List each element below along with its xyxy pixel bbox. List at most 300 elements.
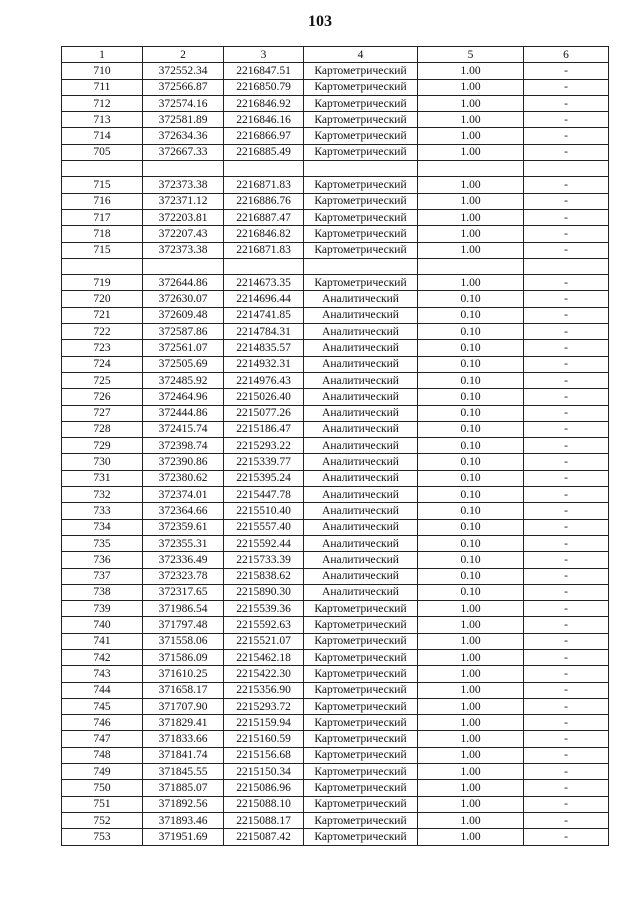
note-cell: - bbox=[524, 389, 609, 405]
y-coordinate-cell: 2214932.31 bbox=[224, 356, 304, 372]
table-row bbox=[62, 747, 609, 763]
point-number-cell: 713 bbox=[62, 112, 143, 128]
note-cell: - bbox=[524, 79, 609, 95]
y-coordinate-cell: 2215462.18 bbox=[224, 649, 304, 665]
table-row bbox=[62, 780, 609, 796]
x-coordinate-cell: 371558.06 bbox=[143, 633, 224, 649]
table-row bbox=[62, 324, 609, 340]
method-cell: Аналитический bbox=[304, 584, 418, 600]
point-number-cell: 750 bbox=[62, 780, 143, 796]
table-row bbox=[62, 242, 609, 258]
point-number-cell: 733 bbox=[62, 503, 143, 519]
point-number-cell: 716 bbox=[62, 193, 143, 209]
note-cell bbox=[524, 161, 609, 177]
method-cell: Аналитический bbox=[304, 438, 418, 454]
point-number-cell: 739 bbox=[62, 601, 143, 617]
table-row bbox=[62, 698, 609, 714]
accuracy-cell: 0.10 bbox=[418, 372, 524, 388]
note-cell: - bbox=[524, 633, 609, 649]
y-coordinate-cell: 2216887.47 bbox=[224, 209, 304, 225]
y-coordinate-cell: 2215521.07 bbox=[224, 633, 304, 649]
point-number-cell: 705 bbox=[62, 144, 143, 160]
note-cell: - bbox=[524, 503, 609, 519]
point-number-cell: 710 bbox=[62, 63, 143, 79]
y-coordinate-cell: 2215339.77 bbox=[224, 454, 304, 470]
method-cell: Аналитический bbox=[304, 519, 418, 535]
y-coordinate-cell: 2215077.26 bbox=[224, 405, 304, 421]
accuracy-cell: 1.00 bbox=[418, 812, 524, 828]
method-cell: Картометрический bbox=[304, 731, 418, 747]
method-cell bbox=[304, 161, 418, 177]
point-number-cell: 715 bbox=[62, 177, 143, 193]
accuracy-cell: 0.10 bbox=[418, 405, 524, 421]
table-row bbox=[62, 470, 609, 486]
table-row bbox=[62, 519, 609, 535]
table-row bbox=[62, 275, 609, 291]
y-coordinate-cell: 2215026.40 bbox=[224, 389, 304, 405]
x-coordinate-cell: 371586.09 bbox=[143, 649, 224, 665]
accuracy-cell: 1.00 bbox=[418, 209, 524, 225]
coordinates-table bbox=[61, 46, 609, 846]
accuracy-cell: 1.00 bbox=[418, 95, 524, 111]
x-coordinate-cell: 371986.54 bbox=[143, 601, 224, 617]
column-header-2: 2 bbox=[143, 47, 224, 63]
accuracy-cell: 1.00 bbox=[418, 796, 524, 812]
y-coordinate-cell: 2216866.97 bbox=[224, 128, 304, 144]
y-coordinate-cell: 2215510.40 bbox=[224, 503, 304, 519]
note-cell: - bbox=[524, 340, 609, 356]
table-row bbox=[62, 617, 609, 633]
point-number-cell: 744 bbox=[62, 682, 143, 698]
y-coordinate-cell: 2216885.49 bbox=[224, 144, 304, 160]
point-number-cell: 715 bbox=[62, 242, 143, 258]
note-cell: - bbox=[524, 177, 609, 193]
table-row bbox=[62, 535, 609, 551]
note-cell: - bbox=[524, 649, 609, 665]
point-number-cell: 728 bbox=[62, 421, 143, 437]
accuracy-cell: 1.00 bbox=[418, 829, 524, 845]
x-coordinate-cell: 372380.62 bbox=[143, 470, 224, 486]
point-number-cell: 727 bbox=[62, 405, 143, 421]
point-number-cell: 732 bbox=[62, 487, 143, 503]
note-cell: - bbox=[524, 112, 609, 128]
table-row bbox=[62, 258, 609, 274]
note-cell: - bbox=[524, 487, 609, 503]
accuracy-cell: 0.10 bbox=[418, 438, 524, 454]
note-cell: - bbox=[524, 812, 609, 828]
method-cell: Картометрический bbox=[304, 112, 418, 128]
note-cell: - bbox=[524, 372, 609, 388]
note-cell: - bbox=[524, 242, 609, 258]
point-number-cell: 735 bbox=[62, 535, 143, 551]
table-row bbox=[62, 584, 609, 600]
accuracy-cell: 0.10 bbox=[418, 307, 524, 323]
note-cell: - bbox=[524, 764, 609, 780]
point-number-cell: 742 bbox=[62, 649, 143, 665]
method-cell: Аналитический bbox=[304, 340, 418, 356]
table-row bbox=[62, 128, 609, 144]
point-number-cell: 725 bbox=[62, 372, 143, 388]
method-cell: Картометрический bbox=[304, 193, 418, 209]
accuracy-cell: 0.10 bbox=[418, 552, 524, 568]
table-row bbox=[62, 764, 609, 780]
note-cell: - bbox=[524, 747, 609, 763]
accuracy-cell: 1.00 bbox=[418, 193, 524, 209]
accuracy-cell: 0.10 bbox=[418, 340, 524, 356]
table-row bbox=[62, 715, 609, 731]
method-cell: Аналитический bbox=[304, 405, 418, 421]
method-cell: Картометрический bbox=[304, 698, 418, 714]
table-row bbox=[62, 144, 609, 160]
table-row bbox=[62, 649, 609, 665]
column-header-4: 4 bbox=[304, 47, 418, 63]
note-cell: - bbox=[524, 95, 609, 111]
x-coordinate-cell: 372355.31 bbox=[143, 535, 224, 551]
accuracy-cell: 0.10 bbox=[418, 535, 524, 551]
column-header-3: 3 bbox=[224, 47, 304, 63]
y-coordinate-cell: 2215539.36 bbox=[224, 601, 304, 617]
accuracy-cell: 1.00 bbox=[418, 601, 524, 617]
note-cell: - bbox=[524, 666, 609, 682]
note-cell bbox=[524, 258, 609, 274]
x-coordinate-cell: 372203.81 bbox=[143, 209, 224, 225]
page-number: 103 bbox=[308, 13, 332, 30]
point-number-cell: 753 bbox=[62, 829, 143, 845]
x-coordinate-cell: 372317.65 bbox=[143, 584, 224, 600]
accuracy-cell: 0.10 bbox=[418, 454, 524, 470]
method-cell: Картометрический bbox=[304, 63, 418, 79]
method-cell: Картометрический bbox=[304, 682, 418, 698]
y-coordinate-cell: 2216871.83 bbox=[224, 242, 304, 258]
point-number-cell: 743 bbox=[62, 666, 143, 682]
accuracy-cell bbox=[418, 258, 524, 274]
y-coordinate-cell: 2215150.34 bbox=[224, 764, 304, 780]
note-cell: - bbox=[524, 682, 609, 698]
table-row bbox=[62, 356, 609, 372]
note-cell: - bbox=[524, 535, 609, 551]
note-cell: - bbox=[524, 715, 609, 731]
note-cell: - bbox=[524, 63, 609, 79]
point-number-cell: 711 bbox=[62, 79, 143, 95]
point-number-cell: 730 bbox=[62, 454, 143, 470]
method-cell: Картометрический bbox=[304, 617, 418, 633]
x-coordinate-cell: 372464.96 bbox=[143, 389, 224, 405]
table-row bbox=[62, 731, 609, 747]
point-number-cell: 729 bbox=[62, 438, 143, 454]
x-coordinate-cell: 372373.38 bbox=[143, 177, 224, 193]
y-coordinate-cell: 2215087.42 bbox=[224, 829, 304, 845]
table-row bbox=[62, 796, 609, 812]
method-cell: Картометрический bbox=[304, 747, 418, 763]
accuracy-cell: 1.00 bbox=[418, 112, 524, 128]
y-coordinate-cell: 2215395.24 bbox=[224, 470, 304, 486]
note-cell: - bbox=[524, 193, 609, 209]
note-cell: - bbox=[524, 209, 609, 225]
table-row bbox=[62, 633, 609, 649]
method-cell: Картометрический bbox=[304, 764, 418, 780]
accuracy-cell: 0.10 bbox=[418, 291, 524, 307]
x-coordinate-cell: 371892.56 bbox=[143, 796, 224, 812]
x-coordinate-cell: 372398.74 bbox=[143, 438, 224, 454]
column-header-5: 5 bbox=[418, 47, 524, 63]
table-header bbox=[62, 47, 609, 63]
table-row bbox=[62, 63, 609, 79]
table-row bbox=[62, 666, 609, 682]
table-row bbox=[62, 568, 609, 584]
y-coordinate-cell: 2215838.62 bbox=[224, 568, 304, 584]
x-coordinate-cell: 371658.17 bbox=[143, 682, 224, 698]
x-coordinate-cell: 372485.92 bbox=[143, 372, 224, 388]
y-coordinate-cell: 2215422.30 bbox=[224, 666, 304, 682]
point-number-cell: 741 bbox=[62, 633, 143, 649]
method-cell: Аналитический bbox=[304, 356, 418, 372]
y-coordinate-cell: 2214673.35 bbox=[224, 275, 304, 291]
method-cell: Аналитический bbox=[304, 372, 418, 388]
table-row bbox=[62, 503, 609, 519]
point-number-cell bbox=[62, 161, 143, 177]
note-cell: - bbox=[524, 405, 609, 421]
y-coordinate-cell: 2215088.10 bbox=[224, 796, 304, 812]
method-cell: Картометрический bbox=[304, 796, 418, 812]
x-coordinate-cell: 372505.69 bbox=[143, 356, 224, 372]
method-cell: Аналитический bbox=[304, 503, 418, 519]
y-coordinate-cell: 2215159.94 bbox=[224, 715, 304, 731]
note-cell: - bbox=[524, 780, 609, 796]
accuracy-cell: 1.00 bbox=[418, 780, 524, 796]
x-coordinate-cell: 371841.74 bbox=[143, 747, 224, 763]
method-cell: Картометрический bbox=[304, 633, 418, 649]
x-coordinate-cell: 372634.36 bbox=[143, 128, 224, 144]
accuracy-cell: 0.10 bbox=[418, 421, 524, 437]
point-number-cell: 748 bbox=[62, 747, 143, 763]
y-coordinate-cell: 2215356.90 bbox=[224, 682, 304, 698]
x-coordinate-cell: 371845.55 bbox=[143, 764, 224, 780]
point-number-cell: 746 bbox=[62, 715, 143, 731]
x-coordinate-cell: 371893.46 bbox=[143, 812, 224, 828]
point-number-cell: 751 bbox=[62, 796, 143, 812]
accuracy-cell: 0.10 bbox=[418, 356, 524, 372]
note-cell: - bbox=[524, 698, 609, 714]
table-row bbox=[62, 177, 609, 193]
accuracy-cell: 1.00 bbox=[418, 128, 524, 144]
note-cell: - bbox=[524, 144, 609, 160]
x-coordinate-cell: 371797.48 bbox=[143, 617, 224, 633]
method-cell: Аналитический bbox=[304, 389, 418, 405]
note-cell: - bbox=[524, 454, 609, 470]
accuracy-cell: 0.10 bbox=[418, 503, 524, 519]
header-row bbox=[62, 47, 609, 63]
y-coordinate-cell: 2216847.51 bbox=[224, 63, 304, 79]
point-number-cell: 749 bbox=[62, 764, 143, 780]
table-row bbox=[62, 79, 609, 95]
accuracy-cell: 1.00 bbox=[418, 275, 524, 291]
method-cell: Картометрический bbox=[304, 144, 418, 160]
note-cell: - bbox=[524, 519, 609, 535]
y-coordinate-cell: 2215733.39 bbox=[224, 552, 304, 568]
point-number-cell: 722 bbox=[62, 324, 143, 340]
y-coordinate-cell bbox=[224, 161, 304, 177]
x-coordinate-cell: 372581.89 bbox=[143, 112, 224, 128]
table-row bbox=[62, 389, 609, 405]
y-coordinate-cell: 2216886.76 bbox=[224, 193, 304, 209]
y-coordinate-cell: 2215592.63 bbox=[224, 617, 304, 633]
y-coordinate-cell: 2214741.85 bbox=[224, 307, 304, 323]
note-cell: - bbox=[524, 552, 609, 568]
accuracy-cell: 1.00 bbox=[418, 79, 524, 95]
x-coordinate-cell: 372415.74 bbox=[143, 421, 224, 437]
x-coordinate-cell: 372444.86 bbox=[143, 405, 224, 421]
table-row bbox=[62, 812, 609, 828]
accuracy-cell: 1.00 bbox=[418, 666, 524, 682]
method-cell: Картометрический bbox=[304, 177, 418, 193]
x-coordinate-cell: 371833.66 bbox=[143, 731, 224, 747]
accuracy-cell: 0.10 bbox=[418, 470, 524, 486]
method-cell: Картометрический bbox=[304, 226, 418, 242]
note-cell: - bbox=[524, 128, 609, 144]
point-number-cell: 738 bbox=[62, 584, 143, 600]
point-number-cell: 723 bbox=[62, 340, 143, 356]
table-row bbox=[62, 161, 609, 177]
method-cell: Аналитический bbox=[304, 535, 418, 551]
x-coordinate-cell: 372561.07 bbox=[143, 340, 224, 356]
point-number-cell: 731 bbox=[62, 470, 143, 486]
x-coordinate-cell: 372374.01 bbox=[143, 487, 224, 503]
accuracy-cell: 1.00 bbox=[418, 177, 524, 193]
point-number-cell: 724 bbox=[62, 356, 143, 372]
method-cell: Картометрический bbox=[304, 242, 418, 258]
note-cell: - bbox=[524, 829, 609, 845]
point-number-cell: 717 bbox=[62, 209, 143, 225]
point-number-cell: 719 bbox=[62, 275, 143, 291]
x-coordinate-cell: 372630.07 bbox=[143, 291, 224, 307]
point-number-cell: 745 bbox=[62, 698, 143, 714]
point-number-cell: 740 bbox=[62, 617, 143, 633]
method-cell: Аналитический bbox=[304, 487, 418, 503]
y-coordinate-cell: 2215890.30 bbox=[224, 584, 304, 600]
point-number-cell: 726 bbox=[62, 389, 143, 405]
note-cell: - bbox=[524, 470, 609, 486]
x-coordinate-cell: 372207.43 bbox=[143, 226, 224, 242]
table-row bbox=[62, 405, 609, 421]
method-cell: Картометрический bbox=[304, 601, 418, 617]
note-cell: - bbox=[524, 601, 609, 617]
method-cell: Аналитический bbox=[304, 291, 418, 307]
x-coordinate-cell: 371951.69 bbox=[143, 829, 224, 845]
x-coordinate-cell: 372587.86 bbox=[143, 324, 224, 340]
note-cell: - bbox=[524, 568, 609, 584]
x-coordinate-cell: 372323.78 bbox=[143, 568, 224, 584]
method-cell: Картометрический bbox=[304, 95, 418, 111]
method-cell bbox=[304, 258, 418, 274]
note-cell: - bbox=[524, 291, 609, 307]
x-coordinate-cell: 372390.86 bbox=[143, 454, 224, 470]
method-cell: Аналитический bbox=[304, 307, 418, 323]
accuracy-cell: 0.10 bbox=[418, 568, 524, 584]
accuracy-cell: 1.00 bbox=[418, 698, 524, 714]
accuracy-cell: 0.10 bbox=[418, 324, 524, 340]
table-row bbox=[62, 291, 609, 307]
x-coordinate-cell bbox=[143, 161, 224, 177]
point-number-cell: 734 bbox=[62, 519, 143, 535]
y-coordinate-cell: 2216846.16 bbox=[224, 112, 304, 128]
accuracy-cell: 1.00 bbox=[418, 715, 524, 731]
point-number-cell: 714 bbox=[62, 128, 143, 144]
method-cell: Аналитический bbox=[304, 470, 418, 486]
accuracy-cell: 1.00 bbox=[418, 617, 524, 633]
table-row bbox=[62, 487, 609, 503]
method-cell: Аналитический bbox=[304, 454, 418, 470]
accuracy-cell: 0.10 bbox=[418, 487, 524, 503]
method-cell: Аналитический bbox=[304, 552, 418, 568]
y-coordinate-cell: 2216846.92 bbox=[224, 95, 304, 111]
table-row bbox=[62, 95, 609, 111]
x-coordinate-cell: 372359.61 bbox=[143, 519, 224, 535]
x-coordinate-cell: 371707.90 bbox=[143, 698, 224, 714]
note-cell: - bbox=[524, 617, 609, 633]
accuracy-cell: 1.00 bbox=[418, 144, 524, 160]
y-coordinate-cell: 2215293.22 bbox=[224, 438, 304, 454]
method-cell: Аналитический bbox=[304, 568, 418, 584]
x-coordinate-cell: 372609.48 bbox=[143, 307, 224, 323]
x-coordinate-cell: 371885.07 bbox=[143, 780, 224, 796]
y-coordinate-cell: 2215088.17 bbox=[224, 812, 304, 828]
accuracy-cell: 1.00 bbox=[418, 731, 524, 747]
y-coordinate-cell: 2215592.44 bbox=[224, 535, 304, 551]
point-number-cell: 747 bbox=[62, 731, 143, 747]
table-row bbox=[62, 209, 609, 225]
note-cell: - bbox=[524, 356, 609, 372]
method-cell: Картометрический bbox=[304, 812, 418, 828]
accuracy-cell: 1.00 bbox=[418, 63, 524, 79]
point-number-cell: 712 bbox=[62, 95, 143, 111]
point-number-cell: 752 bbox=[62, 812, 143, 828]
table-row bbox=[62, 421, 609, 437]
x-coordinate-cell: 372364.66 bbox=[143, 503, 224, 519]
note-cell: - bbox=[524, 307, 609, 323]
accuracy-cell: 1.00 bbox=[418, 682, 524, 698]
y-coordinate-cell: 2216850.79 bbox=[224, 79, 304, 95]
y-coordinate-cell: 2214835.57 bbox=[224, 340, 304, 356]
note-cell: - bbox=[524, 584, 609, 600]
table-row bbox=[62, 438, 609, 454]
accuracy-cell: 1.00 bbox=[418, 764, 524, 780]
point-number-cell: 718 bbox=[62, 226, 143, 242]
y-coordinate-cell: 2215557.40 bbox=[224, 519, 304, 535]
note-cell: - bbox=[524, 731, 609, 747]
note-cell: - bbox=[524, 421, 609, 437]
y-coordinate-cell: 2214976.43 bbox=[224, 372, 304, 388]
x-coordinate-cell: 372574.16 bbox=[143, 95, 224, 111]
x-coordinate-cell: 372552.34 bbox=[143, 63, 224, 79]
method-cell: Картометрический bbox=[304, 780, 418, 796]
x-coordinate-cell bbox=[143, 258, 224, 274]
y-coordinate-cell: 2215186.47 bbox=[224, 421, 304, 437]
y-coordinate-cell: 2215160.59 bbox=[224, 731, 304, 747]
method-cell: Картометрический bbox=[304, 128, 418, 144]
x-coordinate-cell: 372336.49 bbox=[143, 552, 224, 568]
point-number-cell: 721 bbox=[62, 307, 143, 323]
y-coordinate-cell: 2215293.72 bbox=[224, 698, 304, 714]
table-row bbox=[62, 552, 609, 568]
point-number-cell: 720 bbox=[62, 291, 143, 307]
method-cell: Картометрический bbox=[304, 275, 418, 291]
method-cell: Картометрический bbox=[304, 829, 418, 845]
note-cell: - bbox=[524, 275, 609, 291]
table-row bbox=[62, 829, 609, 845]
y-coordinate-cell: 2214696.44 bbox=[224, 291, 304, 307]
table-row bbox=[62, 601, 609, 617]
table-row bbox=[62, 307, 609, 323]
